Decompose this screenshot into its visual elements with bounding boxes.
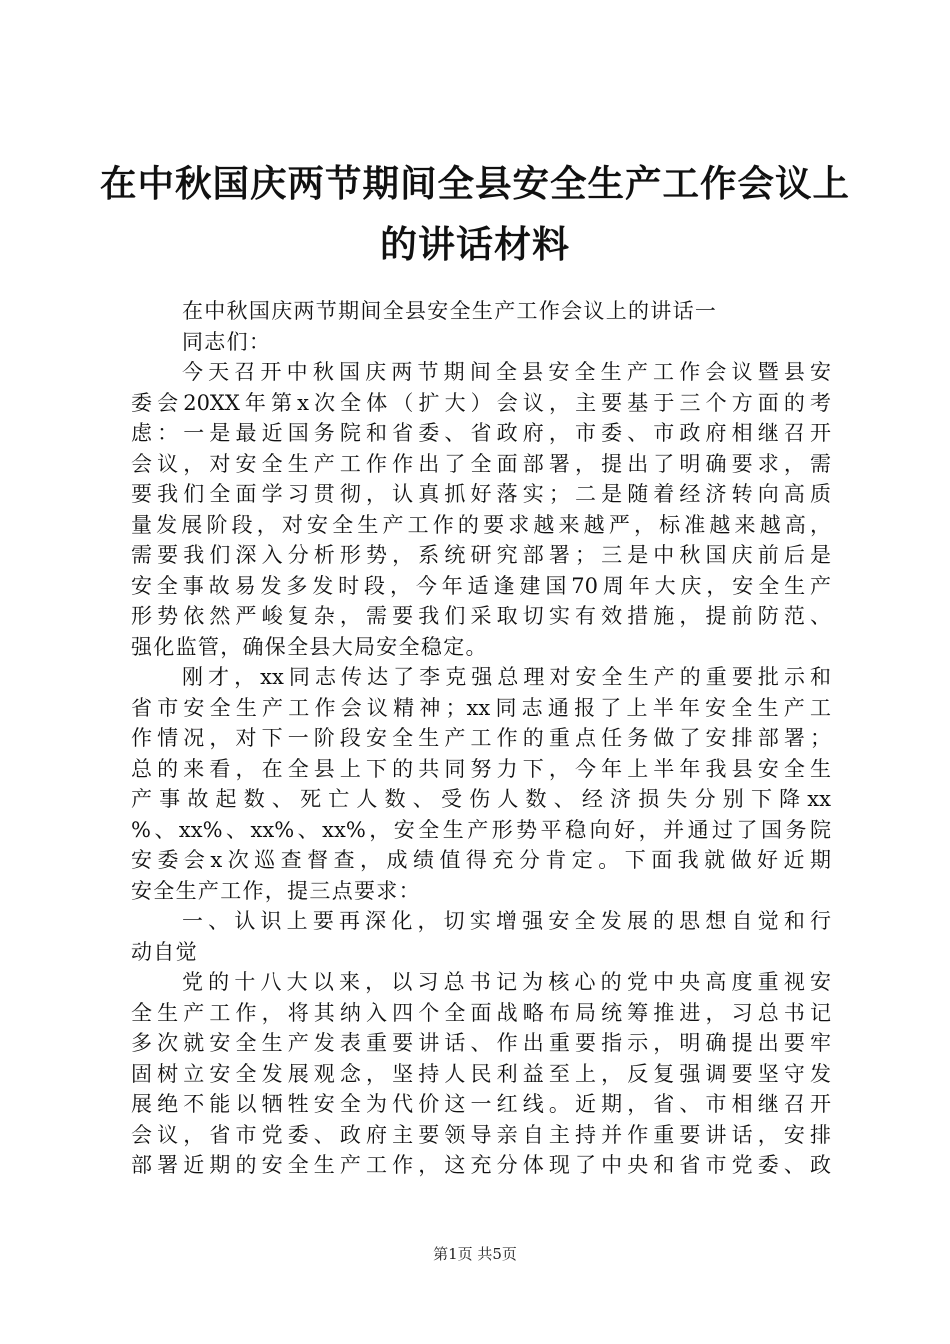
text-line: 形势依然严峻复杂，需要我们采取切实有效措施，提前防范、 [131,604,831,628]
document-body [131,296,831,1181]
text-line: 今天召开中秋国庆两节期间全县安全生产工作会议暨县安 [182,360,831,384]
text-line: 总的来看，在全县上下的共同努力下，今年上半年我县安全生 [131,756,831,781]
text-line: 强化监管，确保全县大局安全稳定。 [131,634,488,659]
section-heading-line: 动自觉 [131,939,198,964]
text-line: 安委会x次巡查督查，成绩值得充分肯定。下面我就做好近期 [131,848,831,872]
section-heading-line: 一、认识上要再深化，切实增强安全发展的思想自觉和行 [182,909,831,933]
text-line: 刚才，xx同志传达了李克强总理对安全生产的重要批示和 [182,665,831,689]
text-line: 在中秋国庆两节期间全县安全生产工作会议上的讲话一 [182,299,718,323]
text-line: 量发展阶段，对安全生产工作的要求越来越严，标准越来越高， [131,512,831,537]
text-line: 委会20XX年第x次全体（扩大）会议，主要基于三个方面的考 [131,390,831,415]
document-title-line-1: 在中秋国庆两节期间全县安全生产工作会议上 [100,162,850,205]
text-line: 安全事故易发多发时段，今年适逢建国70周年大庆，安全生产 [131,573,831,598]
text-line: 党的十八大以来，以习总书记为核心的党中央高度重视安 [182,970,831,994]
text-line: 会议，省市党委、政府主要领导亲自主持并作重要讲话，安排 [131,1122,831,1147]
text-line: 同志们： [182,329,272,354]
text-line: 产事故起数、死亡人数、受伤人数、经济损失分别下降xx [131,787,831,811]
text-line: 要我们全面学习贯彻，认真抓好落实；二是随着经济转向高质 [131,482,831,506]
text-line: 会议，对安全生产工作作出了全面部署，提出了明确要求，需 [131,451,831,476]
document-title-line-2: 的讲话材料 [380,222,570,266]
text-line: 部署近期的安全生产工作，这充分体现了中央和省市党委、政 [131,1153,831,1177]
text-line: 虑：一是最近国务院和省委、省政府，市委、市政府相继召开 [131,421,831,445]
text-line: 省市安全生产工作会议精神；xx同志通报了上半年安全生产工 [131,695,831,720]
text-line: 安全生产工作，提三点要求： [131,878,421,903]
text-line: 多次就安全生产发表重要讲话、作出重要指示，明确提出要牢 [131,1031,831,1055]
page-number-footer: 第1页 共5页 [433,1245,517,1263]
text-line: 固树立安全发展观念，坚持人民利益至上，反复强调要坚守发 [131,1061,831,1086]
text-line: %、xx%、xx%、xx%，安全生产形势平稳向好，并通过了国务院 [131,817,831,842]
text-line: 作情况，对下一阶段安全生产工作的重点任务做了安排部署； [131,726,831,750]
text-line: 全生产工作，将其纳入四个全面战略布局统筹推进，习总书记 [131,1000,831,1025]
text-line: 需要我们深入分析形势，系统研究部署；三是中秋国庆前后是 [131,543,831,567]
text-line: 展绝不能以牺牲安全为代价这一红线。近期，省、市相继召开 [131,1092,831,1116]
